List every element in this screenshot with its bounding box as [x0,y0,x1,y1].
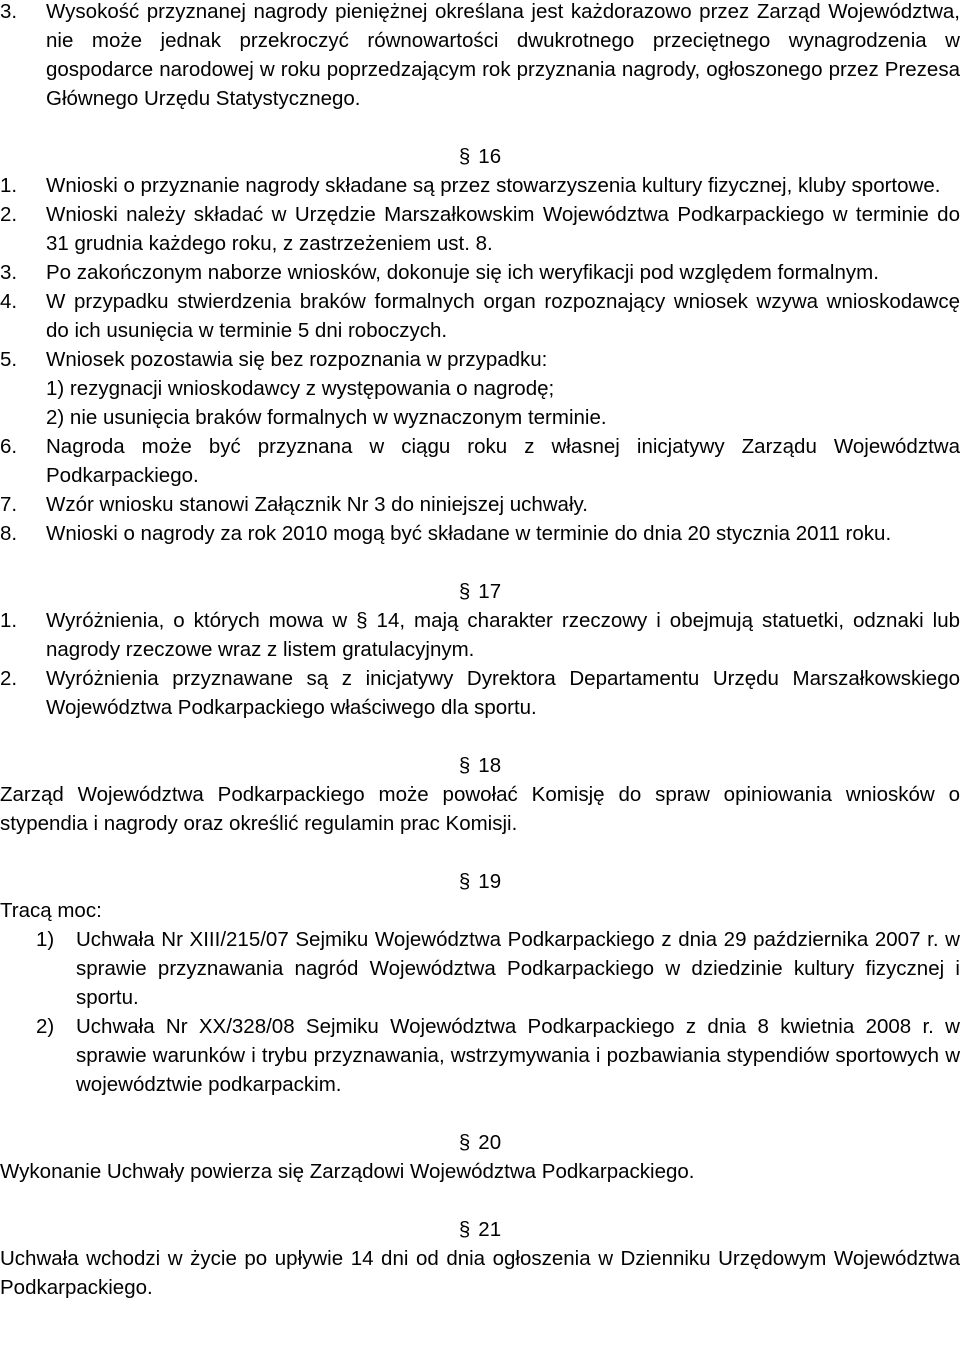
section17-item-1 [0,606,960,664]
section-21-heading [0,1215,960,1244]
section16-item-3 [0,258,960,287]
item-text: Wnioski o nagrody za rok 2010 mogą być składane w terminie do dnia 20 stycznia 2011 roku. [46,522,892,545]
item-text: Uchwała Nr XIII/215/07 Sejmiku Województwa Podkarpackiego z dnia 29 października 2007 r. w sprawie przyznawania nagród Województwa Podkarpackiego w dziedzinie kultury fizycznej i sportu. [76,928,960,1009]
section-sign: § [458,145,471,168]
section-sign: § [458,1218,471,1241]
section-number: 19 [478,870,502,893]
item-number: 8. [0,522,18,545]
item-number: 2. [0,667,18,690]
section-sign: § [458,1131,471,1154]
section20-text: Wykonanie Uchwały powierza się Zarządowi Województwa Podkarpackiego. [0,1160,695,1183]
item-number: 2) [36,1015,55,1038]
item-number: 3. [0,261,18,284]
item-text: W przypadku stwierdzenia braków formalnych organ rozpoznający wniosek wzywa wnioskodawcę do ich usunięcia w terminie 5 dni roboczych. [46,290,960,342]
item-number: 5. [0,348,18,371]
item-text: Wnioski należy składać w Urzędzie Marszałkowskim Województwa Podkarpackiego w terminie do 31 grudnia każdego roku, z zastrzeżeniem ust. 8. [46,203,960,255]
item-number: 7. [0,493,18,516]
item-number: 6. [0,435,18,458]
section16-item-2 [0,200,960,258]
item-text-group [46,345,960,432]
section-17-heading [0,577,960,606]
item-number: 1. [0,174,18,197]
section-18-heading [0,751,960,780]
section17-item-2 [0,664,960,722]
item-text: Wniosek pozostawia się bez rozpoznania w przypadku: [46,348,548,371]
item-text: Wyróżnienia przyznawane są z inicjatywy Dyrektora Departamentu Urzędu Marszałkowskiego Województwa Podkarpackiego właściwego dla sportu. [46,667,960,719]
item-text: Wzór wniosku stanowi Załącznik Nr 3 do niniejszej uchwały. [46,493,588,516]
item-text: Wysokość przyznanej nagrody pieniężnej określana jest każdorazowo przez Zarząd Województwa, nie może jednak przekroczyć równowartości dwukrotnego przeciętnego wynagrodzenia w gospodarce narodowej w roku poprzedzającym rok przyznania nagrody, ogłoszonego przez Prezesa Głównego Urzędu Statystycznego. [46,0,960,110]
section-sign: § [458,580,471,603]
section-sign: § [458,754,471,777]
section16-item-7 [0,490,960,519]
item-text: Wnioski o przyznanie nagrody składane są przez stowarzyszenia kultury fizycznej, kluby sportowe. [46,174,941,197]
section-19-heading [0,867,960,896]
section-number: 17 [478,580,502,603]
section21-text: Uchwała wchodzi w życie po upływie 14 dni od dnia ogłoszenia w Dzienniku Urzędowym Województwa Podkarpackiego. [0,1247,960,1299]
section16-item-4 [0,287,960,345]
section19-lead: Tracą moc: [0,899,102,922]
item-number: 1) [36,928,55,951]
section15-item-3 [0,0,960,113]
section-16-heading [0,142,960,171]
section16-item-8 [0,519,960,548]
section-number: 16 [478,145,502,168]
sub-item: 1) rezygnacji wnioskodawcy z występowania o nagrodę; [46,377,555,400]
section-20-heading [0,1128,960,1157]
section-sign: § [458,870,471,893]
item-text: Nagroda może być przyznana w ciągu roku z własnej inicjatywy Zarządu Województwa Podkarpackiego. [46,435,960,487]
section18-text: Zarząd Województwa Podkarpackiego może powołać Komisję do spraw opiniowania wniosków o stypendia i nagrody oraz określić regulamin prac Komisji. [0,783,960,835]
item-number: 4. [0,290,18,313]
section-number: 20 [478,1131,502,1154]
section19-item-2 [0,1012,960,1099]
item-text: Po zakończonym naborze wniosków, dokonuje się ich weryfikacji pod względem formalnym. [46,261,879,284]
sub-item: 2) nie usunięcia braków formalnych w wyznaczonym terminie. [46,406,607,429]
item-text: Uchwała Nr XX/328/08 Sejmiku Województwa Podkarpackiego z dnia 8 kwietnia 2008 r. w sprawie warunków i trybu przyznawania, wstrzymywania i pozbawiania stypendiów sportowych w województwie podkarpackim. [76,1015,960,1096]
section19-item-1 [0,925,960,1012]
section-number: 21 [478,1218,502,1241]
section16-item-6 [0,432,960,490]
item-number: 3. [0,0,18,23]
section-number: 18 [478,754,502,777]
section16-item-1 [0,171,960,200]
section16-item-5 [0,345,960,432]
item-text: Wyróżnienia, o których mowa w § 14, mają charakter rzeczowy i obejmują statuetki, odznaki lub nagrody rzeczowe wraz z listem gratulacyjnym. [46,609,960,661]
item-number: 1. [0,609,18,632]
item-number: 2. [0,203,18,226]
